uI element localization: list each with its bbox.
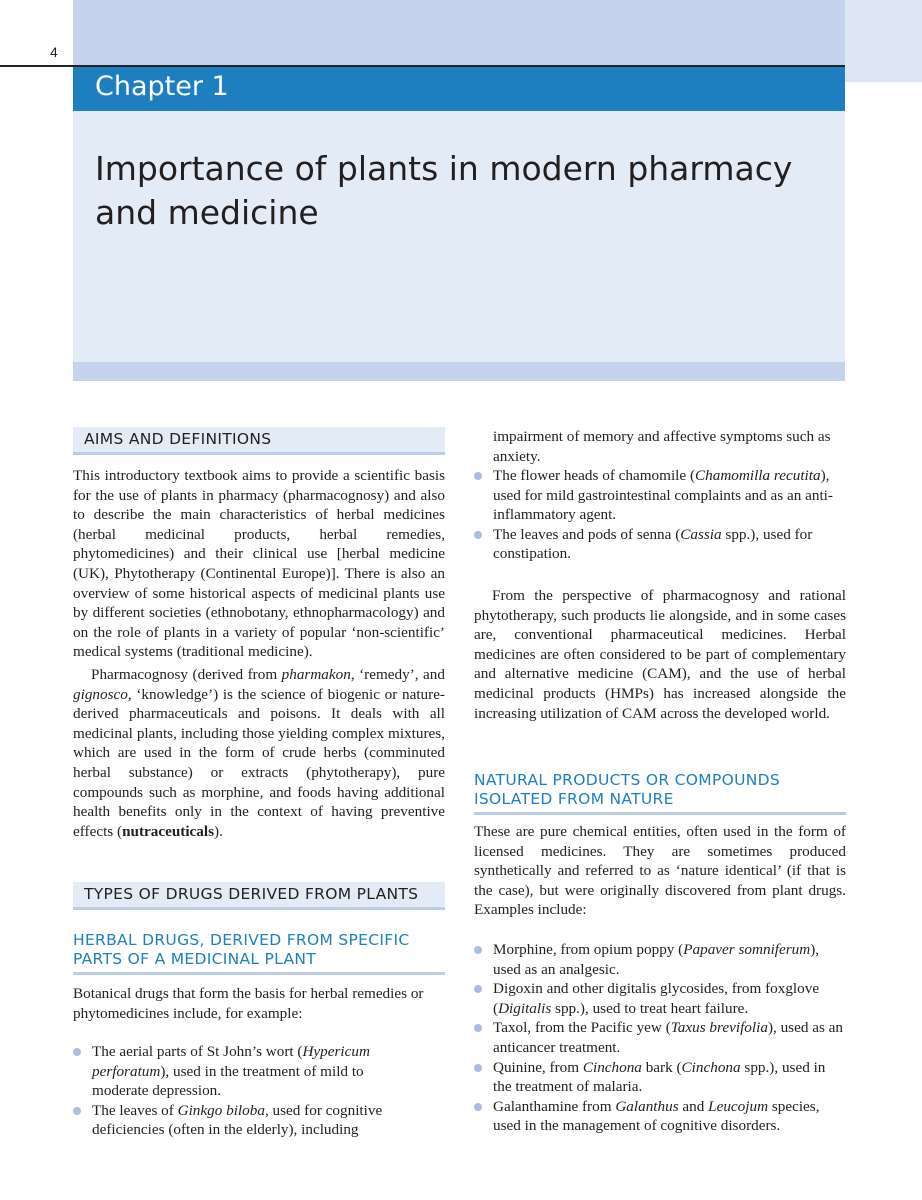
bullet-icon <box>474 1064 482 1072</box>
aims-paragraph-1: This introductory textbook aims to provide a scientific basis for the use of plants in pharmacy (pharmacognosy) and also to describe the main characteristics of herbal medicines (herbal medicinal products, herbal remedies, phytomedicines) and their clinical use [herbal medicine (UK), Phytotherapy (Continental Europe)]. There is also an overview of some historical aspects of medicinal plants use by different societies (ethnobotany, ethnopharmacology) and on the role of plants in a variety of popular ‘non-scientific’ medical systems (traditional medicine). <box>73 467 445 661</box>
section-heading-aims: AIMS AND DEFINITIONS <box>73 427 445 455</box>
bullet-icon <box>474 946 482 954</box>
natural-intro: These are pure chemical entities, often used in the form of licensed medicines. They are sometimes produced synthetically and referred to as ‘nature identical’ (if that is the case), but were originally discovered from plant drugs. Examples include: <box>474 823 846 919</box>
perspective-paragraph: From the perspective of pharmacognosy and rational phytotherapy, such products lie alongside, and in some cases are, conventional pharmaceutical medicines. Herbal medicines are often considered to be part of complementary and alternative medicine (CAM), and the use of herbal medicinal products (HMPs) has increased alongside the increasing utilization of CAM across the developed world. <box>474 587 846 722</box>
title-panel <box>73 111 845 362</box>
herbal-bullet-list-continued <box>474 466 846 564</box>
herbal-bullet-list <box>73 1042 413 1140</box>
bullet-icon <box>474 985 482 993</box>
list-item: The leaves of Ginkgo biloba, used for cognitive deficiencies (often in the elderly), including <box>73 1101 413 1140</box>
title-panel-bottom-band <box>73 362 845 381</box>
list-item: The leaves and pods of senna (Cassia spp.), used for constipation. <box>474 525 846 564</box>
list-item: Taxol, from the Pacific yew (Taxus brevifolia), used as an anticancer treatment. <box>474 1018 846 1057</box>
list-item: Quinine, from Cinchona bark (Cinchona spp.), used in the treatment of malaria. <box>474 1058 846 1097</box>
aims-paragraph-2: Pharmacognosy (derived from pharmakon, ‘remedy’, and gignosco, ‘knowledge’) is the science of biogenic or nature-derived pharmaceuticals and poisons. It deals with all medicinal plants, including those yielding complex mixtures, which are used in the form of crude herbs (comminuted herbal substance) or extracts (phytotherapy), pure compounds such as morphine, and foods having additional health benefits only in the context of having preventive effects (nutraceuticals). <box>73 666 445 840</box>
subsection-heading-natural-products: NATURAL PRODUCTS OR COMPOUNDS ISOLATED FROM NATURE <box>474 771 846 815</box>
section-heading-types: TYPES OF DRUGS DERIVED FROM PLANTS <box>73 882 445 910</box>
herbal-intro: Botanical drugs that form the basis for herbal remedies or phytomedicines include, for example: <box>73 985 424 1022</box>
natural-examples-list <box>474 940 846 1136</box>
page-number: 4 <box>50 44 58 60</box>
list-item: Digoxin and other digitalis glycosides, from foxglove (Digitalis spp.), used to treat heart failure. <box>474 979 846 1018</box>
continued-bullet-text: impairment of memory and affective symptoms such as anxiety. <box>493 428 831 465</box>
header-top-strip <box>73 0 845 66</box>
bullet-icon <box>474 1024 482 1032</box>
subsection-heading-herbal-drugs: HERBAL DRUGS, DERIVED FROM SPECIFIC PARTS OF A MEDICINAL PLANT <box>73 931 445 975</box>
list-item: The flower heads of chamomile (Chamomilla recutita), used for mild gastrointestinal complaints and as an anti-inflammatory agent. <box>474 466 846 525</box>
bullet-icon <box>474 1103 482 1111</box>
bullet-icon <box>474 472 482 480</box>
header-right-strip <box>845 0 922 82</box>
bullet-icon <box>474 531 482 539</box>
list-item: The aerial parts of St John’s wort (Hypericum perforatum), used in the treatment of mild to moderate depression. <box>73 1042 413 1101</box>
chapter-bar <box>73 67 845 111</box>
bullet-icon <box>73 1048 81 1056</box>
chapter-title: Importance of plants in modern pharmacy and medicine <box>95 149 793 232</box>
bullet-icon <box>73 1107 81 1115</box>
list-item: Galanthamine from Galanthus and Leucojum species, used in the management of cognitive disorders. <box>474 1097 846 1136</box>
chapter-label: Chapter 1 <box>95 71 229 102</box>
list-item: Morphine, from opium poppy (Papaver somniferum), used as an analgesic. <box>474 940 846 979</box>
